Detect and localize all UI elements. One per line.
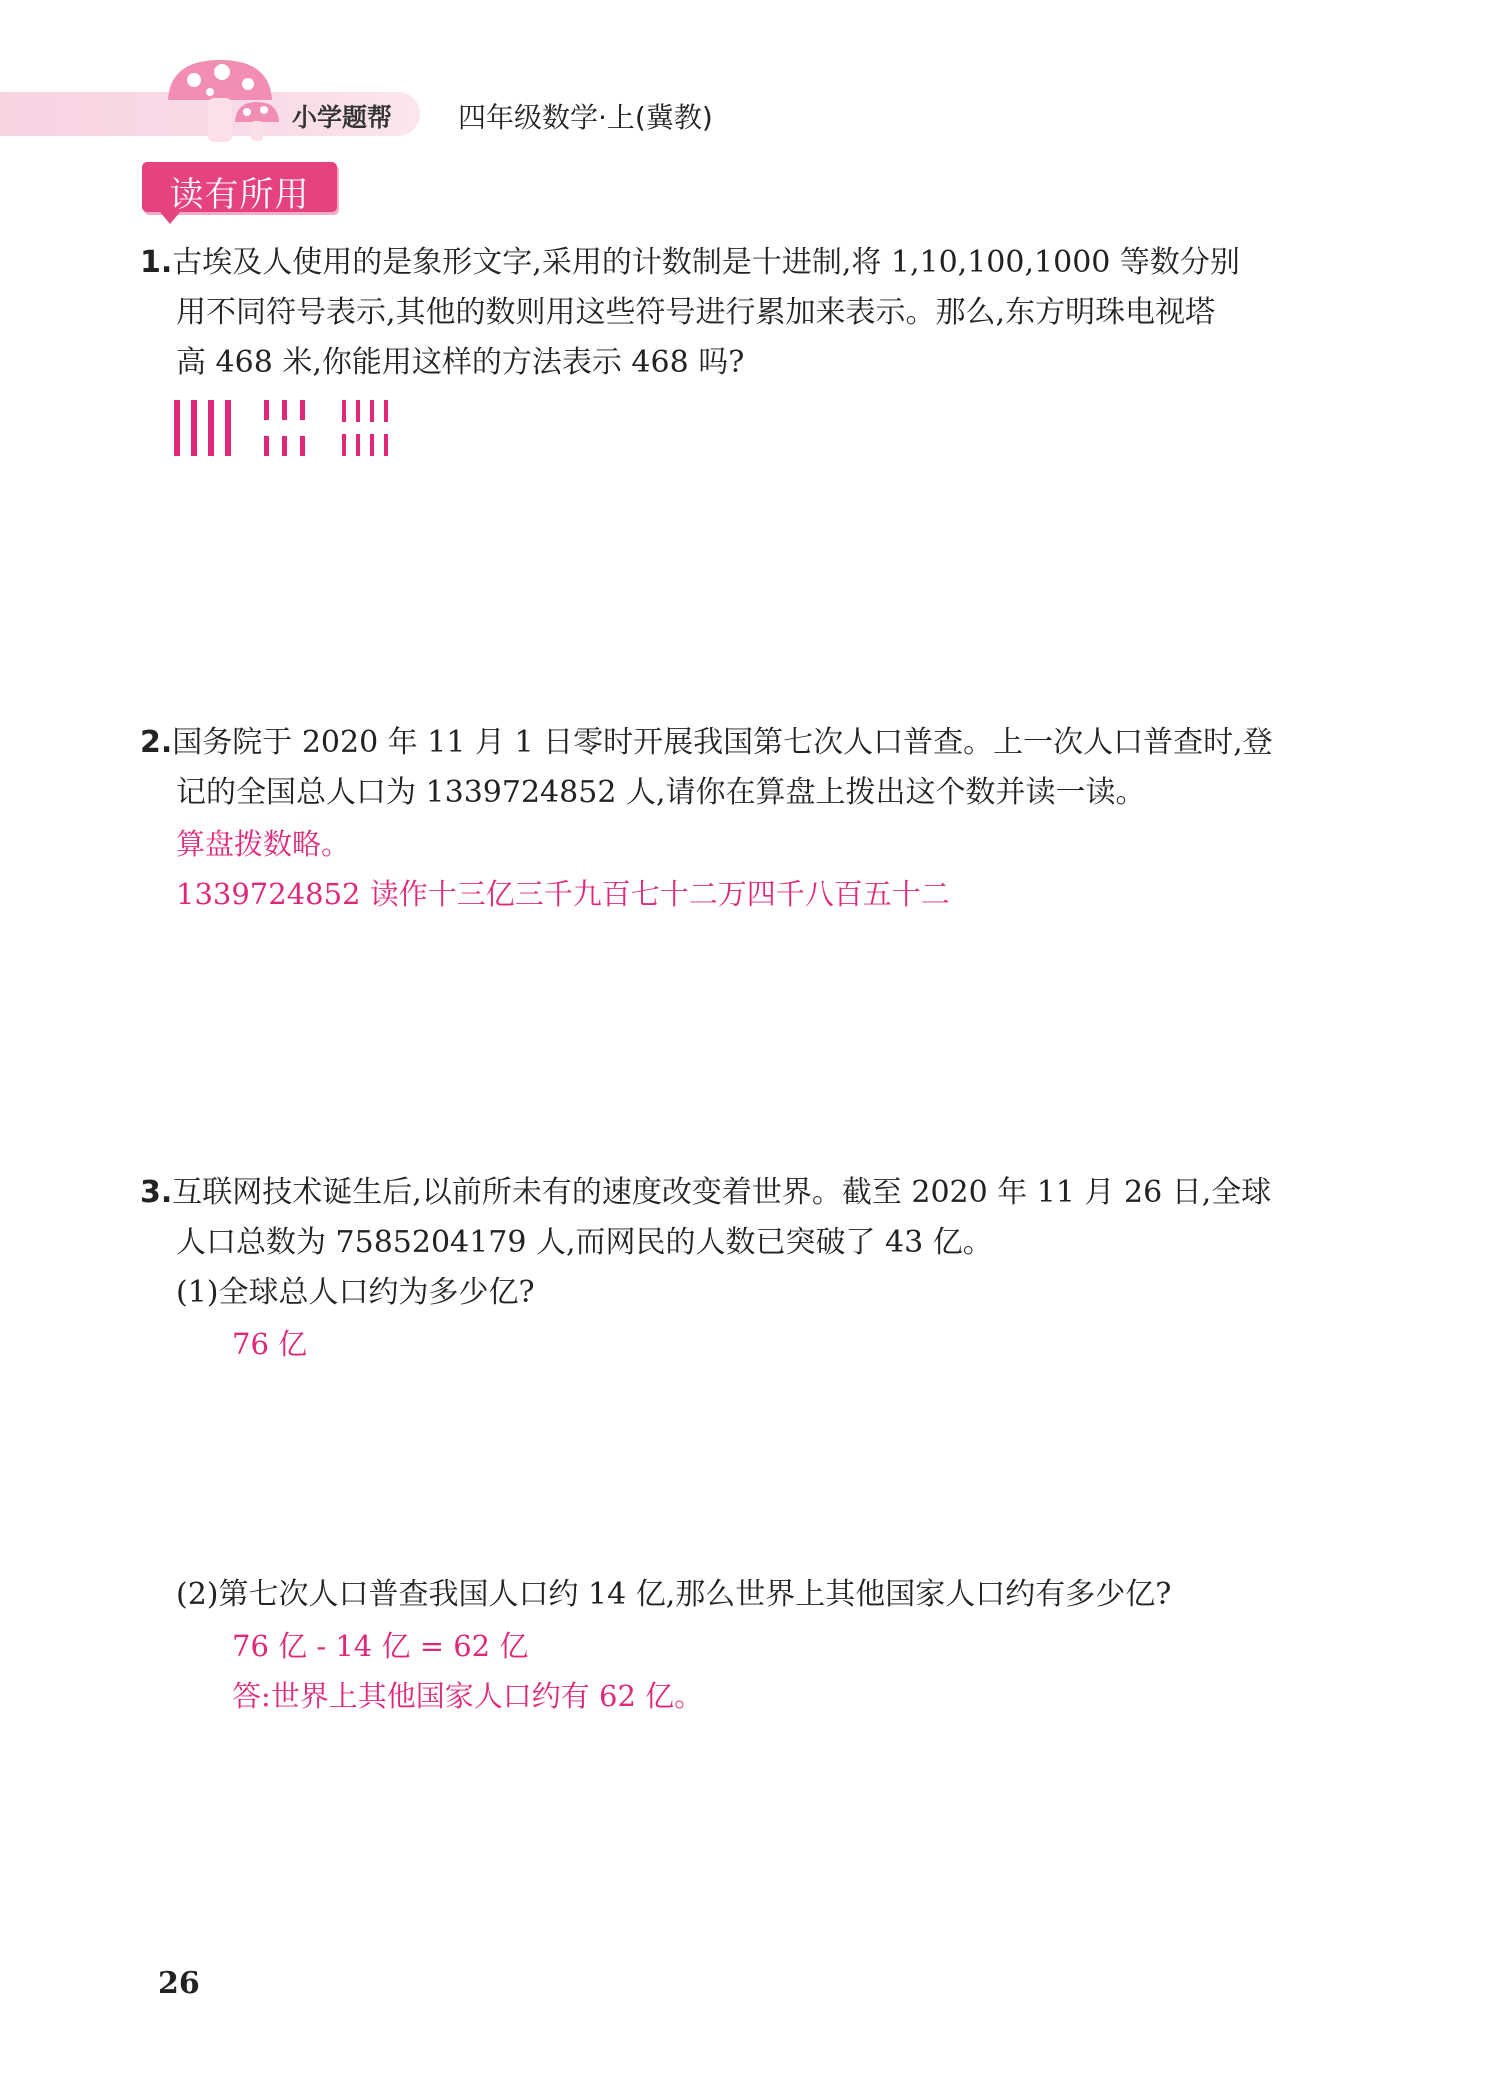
question-text-line: 国务院于 2020 年 11 月 1 日零时开展我国第七次人口普查。上一次人口普查时,登 — [172, 725, 1273, 760]
tally-mark-ten — [264, 400, 269, 420]
tally-mark-one — [384, 400, 388, 422]
tally-mark-one — [384, 434, 388, 456]
page-number: 26 — [158, 1966, 200, 2001]
small-mushroom-icon — [232, 100, 282, 144]
tally-mark-one — [342, 434, 346, 456]
question-number: 2. — [140, 725, 173, 760]
question-text-line: 高 468 米,你能用这样的方法表示 468 吗? — [176, 345, 745, 380]
question-2 — [140, 718, 1370, 818]
question-3 — [140, 1168, 1370, 1318]
tally-mark-one — [370, 434, 374, 456]
tally-mark-ten — [300, 436, 305, 456]
question-text-line: 人口总数为 7585204179 人,而网民的人数已突破了 43 亿。 — [176, 1225, 993, 1260]
tally-mark-hundred — [174, 400, 180, 456]
answer-line: 答:世界上其他国家人口约有 62 亿。 — [232, 1679, 704, 1713]
tally-mark-hundred — [208, 400, 214, 456]
question-text-line: 互联网技术诞生后,以前所未有的速度改变着世界。截至 2020 年 11 月 26 日,全球 — [172, 1175, 1272, 1210]
tally-mark-one — [356, 400, 360, 422]
tally-mark-hundred — [191, 400, 197, 456]
tally-mark-one — [356, 434, 360, 456]
tally-mark-one — [370, 400, 374, 422]
header-brand: 小学题帮 — [292, 103, 393, 132]
tally-mark-ten — [264, 436, 269, 456]
question-text-line: 用不同符号表示,其他的数则用这些符号进行累加来表示。那么,东方明珠电视塔 — [176, 295, 1216, 330]
subquestion-1: (1)全球总人口约为多少亿? — [176, 1275, 535, 1310]
header-subject: 四年级数学·上(冀教) — [458, 101, 713, 134]
answer-line: 76 亿 — [232, 1327, 308, 1361]
answer-line: 1339724852 读作十三亿三千九百七十二万四千八百五十二 — [176, 877, 950, 911]
question-text-line: 记的全国总人口为 1339724852 人,请你在算盘上拨出这个数并读一读。 — [176, 775, 1146, 810]
tally-mark-ten — [300, 400, 305, 420]
section-title-tag — [142, 162, 337, 215]
tally-answer — [170, 398, 430, 458]
tally-mark-ten — [282, 436, 287, 456]
subquestion-2-block — [140, 1570, 1370, 1620]
tally-mark-hundred — [225, 400, 231, 456]
question-number: 3. — [140, 1175, 173, 1210]
section-title: 读有所用 — [169, 175, 310, 215]
answer-line: 76 亿 - 14 亿 = 62 亿 — [232, 1629, 529, 1663]
answer-line: 算盘拨数略。 — [176, 827, 351, 861]
tally-mark-ten — [282, 400, 287, 420]
tally-mark-one — [342, 400, 346, 422]
subquestion-2: (2)第七次人口普查我国人口约 14 亿,那么世界上其他国家人口约有多少亿? — [176, 1577, 1172, 1612]
question-1 — [140, 238, 1370, 388]
question-text-line: 古埃及人使用的是象形文字,采用的计数制是十进制,将 1,10,100,1000 等数分别 — [172, 245, 1240, 280]
question-number: 1. — [140, 245, 173, 280]
